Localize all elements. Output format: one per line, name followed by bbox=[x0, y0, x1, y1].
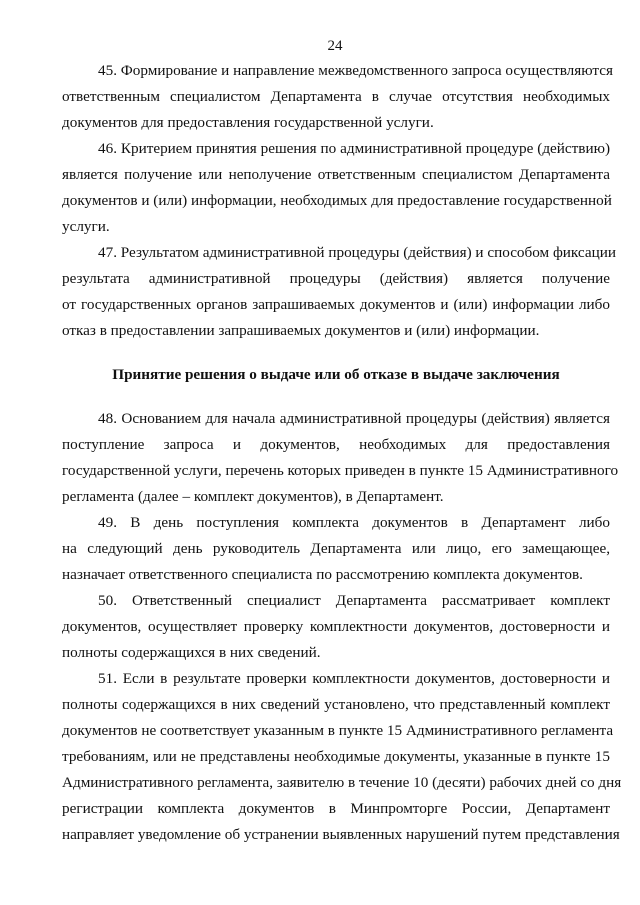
text-line: ответственным специалистом Департамента в случае отсутствия необходимых bbox=[62, 88, 610, 105]
text-line: отказ в предоставлении запрашиваемых документов и (или) информации. bbox=[62, 322, 540, 339]
text-line: направляет уведомление об устранении выявленных нарушений путем представления bbox=[62, 826, 620, 843]
text-line: регламента (далее – комплект документов), в Департамент. bbox=[62, 488, 444, 505]
text-line: полноты содержащихся в них сведений. bbox=[62, 644, 321, 661]
text-line: 51. Если в результате проверки комплектности документов, достоверности и bbox=[98, 670, 610, 687]
text-line: государственной услуги, перечень которых приведен в пункте 15 Административного bbox=[62, 462, 619, 479]
page-number: 24 bbox=[327, 38, 343, 54]
text-line: документов не соответствует указанным в пункте 15 Административного регламента bbox=[62, 722, 614, 739]
text-line: услуги. bbox=[62, 218, 110, 235]
text-line: 50. Ответственный специалист Департамента рассматривает комплект bbox=[98, 592, 610, 609]
text-line: документов, осуществляет проверку комплектности документов, достоверности и bbox=[62, 618, 610, 635]
text-line: документов для предоставления государственной услуги. bbox=[62, 114, 434, 131]
text-line: Административного регламента, заявителю в течение 10 (десяти) рабочих дней со дня bbox=[62, 774, 622, 791]
text-line: от государственных органов запрашиваемых документов и (или) информации либо bbox=[62, 296, 610, 313]
text-line: 45. Формирование и направление межведомственного запроса осуществляются bbox=[98, 62, 613, 79]
text-line: является получение или неполучение ответственным специалистом Департамента bbox=[62, 166, 610, 183]
text-line: назначает ответственного специалиста по рассмотрению комплекта документов. bbox=[62, 566, 583, 583]
text-line: результата административной процедуры (действия) является получение bbox=[62, 270, 610, 287]
text-line: поступление запроса и документов, необходимых для предоставления bbox=[62, 436, 610, 453]
text-line: на следующий день руководитель Департамента или лицо, его замещающее, bbox=[62, 540, 610, 557]
text-line: 49. В день поступления комплекта документов в Департамент либо bbox=[98, 514, 610, 531]
text-line: регистрации комплекта документов в Минпромторге России, Департамент bbox=[62, 800, 610, 817]
text-line: полноты содержащихся в них сведений установлено, что представленный комплект bbox=[62, 696, 610, 713]
text-line: 46. Критерием принятия решения по административной процедуре (действию) bbox=[98, 140, 610, 157]
text-line: документов и (или) информации, необходимых для предоставление государственной bbox=[62, 192, 612, 209]
text-line: требованиям, или не представлены необходимые документы, указанные в пункте 15 bbox=[62, 748, 610, 765]
text-line: 47. Результатом административной процедуры (действия) и способом фиксации bbox=[98, 244, 616, 261]
text-line: 48. Основанием для начала административной процедуры (действия) является bbox=[98, 410, 610, 427]
section-heading: Принятие решения о выдаче или об отказе в выдаче заключения bbox=[112, 366, 560, 383]
